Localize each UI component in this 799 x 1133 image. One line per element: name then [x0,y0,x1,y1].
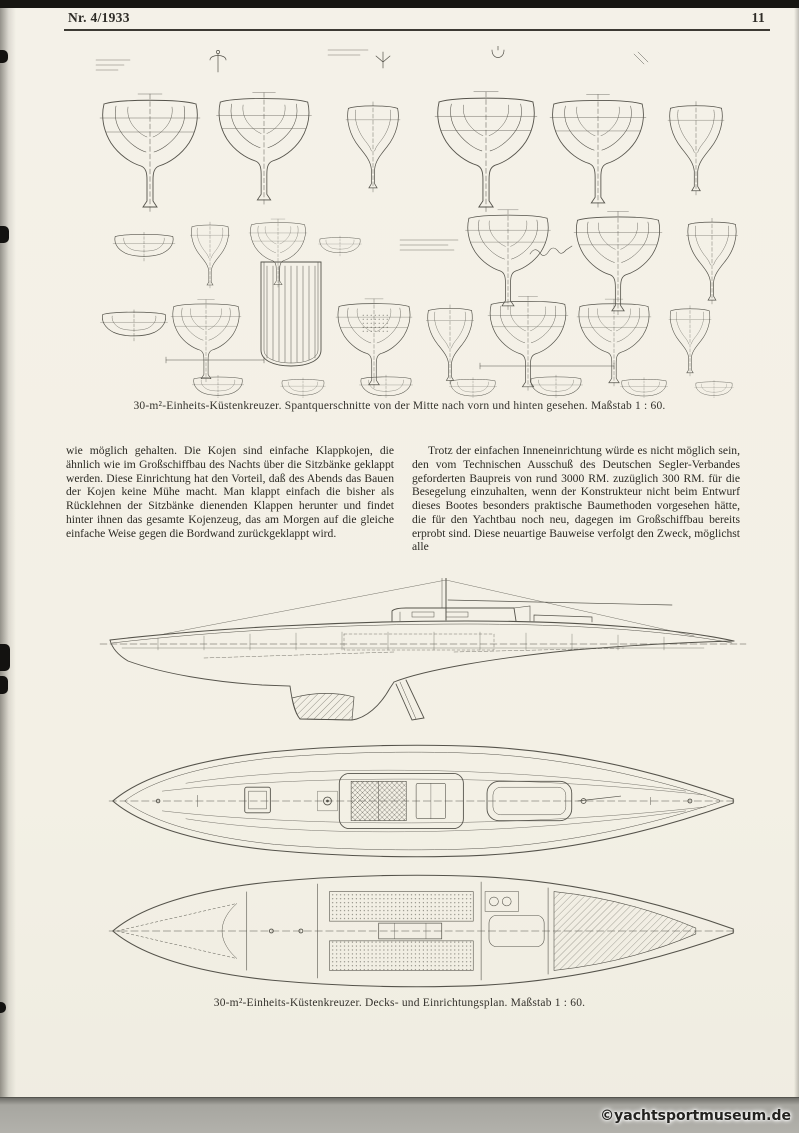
interior-plan-drawing [92,866,756,996]
scan-right-edge [794,8,799,1097]
figure-interior-plan [92,866,756,996]
figure-spant-sections [78,46,742,398]
hull-profile-drawing [92,578,756,736]
article-right-column: Trotz der einfachen Inneneinrichtung würde es nicht möglich sein, den vom Technischen Ausschuß des Deutschen Segler-Verbandes geforderten Baupreis von rund 3000 RM. zuzüglich 300 RM. für die Besegelung einzuhalten, wenn der Konstrukteur nicht beim Entwurf dieses Bootes besonders praktische Baumethoden vorgesehen hätte, die für den Yachtbau noch neu, dagegen im Großschiffbau bereits erprobt sind. Diese neuartige Bauweise verfolgt den Zweck, möglichst alle [412,444,740,554]
binding-mark [0,50,8,63]
figure-hull-profile [92,578,756,736]
figure-caption-bottom: 30-m²-Einheits-Küstenkreuzer. Decks- und Einrichtungsplan. Maßstab 1 : 60. [213,997,586,1009]
deck-plan-drawing [92,736,756,866]
figure-caption-top: 30-m²-Einheits-Küstenkreuzer. Spantquerschnitte von der Mitte nach vorn und hinten gesehen. Maßstab 1 : 60. [133,400,666,412]
figure-deck-plan [92,736,756,866]
binding-mark [0,644,10,671]
page-header [68,10,765,26]
spant-sections-drawing [78,46,742,398]
binding-mark [0,226,9,243]
scan-top-edge [0,0,799,8]
scan-binding-shadow [0,8,16,1097]
article-text [66,444,740,554]
article-left-column: wie möglich gehalten. Die Kojen sind einfache Klappkojen, die ähnlich wie im Großschiffbau des Nachts über die Sitzbänke geklappt werden. Diese Einrichtung hat den Vorteil, daß des Abends das Bauen der Kojen keine Mühe macht. Man klappt einfach die bisher als Rücklehnen der Sitzbänke dienenden Klappen herunter und findet hinter ihnen das gesamte Kojenzeug, das am Morgen auf die gleiche einfache Weise gegen die Bordwand zurückgeklappt wird. [66,444,394,540]
watermark: ©yachtsportmuseum.de [600,1108,791,1124]
page-number: 11 [751,10,765,25]
issue-label: Nr. 4/1933 [68,10,130,25]
header-rule [64,29,770,31]
binding-mark [0,676,8,694]
